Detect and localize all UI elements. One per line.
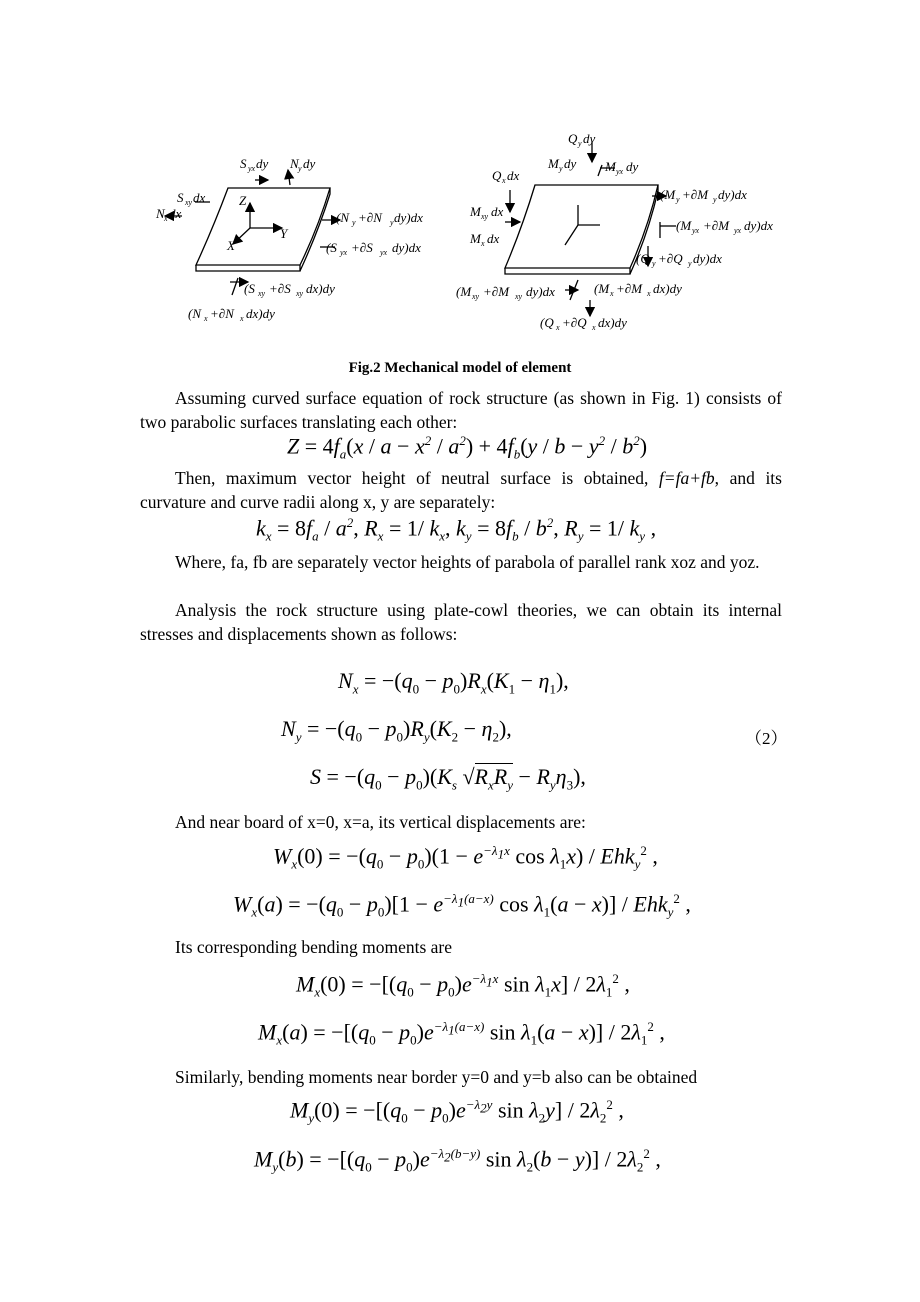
svg-text:yx: yx bbox=[692, 226, 700, 235]
svg-text:+∂M: +∂M bbox=[682, 187, 709, 202]
svg-text:yx: yx bbox=[340, 248, 348, 257]
svg-text:y: y bbox=[298, 164, 302, 173]
svg-text:+∂M: +∂M bbox=[703, 218, 730, 233]
svg-text:dx)dy: dx)dy bbox=[306, 281, 335, 296]
equation-mx0: $M_x(0) = -[(q_0 - p_0)e^{-\lambda_1x}$ $\sin \lambda_1x] / 2\lambda_1^2$ , bbox=[296, 971, 630, 1000]
svg-text:(N: (N bbox=[188, 306, 201, 321]
svg-text:M: M bbox=[548, 156, 559, 171]
svg-text:(M: (M bbox=[676, 218, 692, 233]
svg-text:X: X bbox=[227, 238, 235, 253]
svg-text:y: y bbox=[390, 218, 394, 227]
svg-text:+∂N: +∂N bbox=[210, 306, 234, 321]
svg-text:+∂N: +∂N bbox=[358, 210, 382, 225]
equation-my0: $M_y(0) = -[(q_0 - p_0)e^{-\lambda_2y}$ $\sin \lambda_2y] / 2\lambda_2^2$ , bbox=[290, 1097, 624, 1126]
paragraph-surface-equation: Assuming curved surface equation of rock structure (as shown in Fig. 1) consists of two parabolic surfaces translating each other: bbox=[140, 388, 782, 432]
svg-text:dy)dx: dy)dx bbox=[718, 187, 747, 202]
svg-text:yx: yx bbox=[380, 248, 388, 257]
svg-text:M: M bbox=[605, 159, 616, 174]
equation-wx0: $W_x(0) = -(q_0 - p_0)(1 - e^{-\lambda_1x}$ $\cos \lambda_1x) / Ehk_y^2$ , bbox=[273, 843, 658, 872]
svg-text:+∂M: +∂M bbox=[483, 284, 510, 299]
svg-text:y: y bbox=[559, 164, 563, 173]
svg-text:x: x bbox=[481, 239, 485, 248]
equation-curvature: $k_x = 8f_a / a^2$, $R_x = 1/$ $k_x$, $k_y = 8f_b / b^2$, $R_y = 1/$ $k_y$ , bbox=[256, 515, 657, 544]
svg-text:dx: dx bbox=[169, 206, 182, 221]
svg-text:M: M bbox=[470, 204, 481, 219]
svg-text:dx)dy: dx)dy bbox=[653, 281, 682, 296]
moment-shear-labels bbox=[456, 131, 773, 332]
svg-text:x: x bbox=[610, 289, 614, 298]
svg-text:y: y bbox=[578, 139, 582, 148]
svg-text:dy: dy bbox=[564, 156, 577, 171]
paragraph-near-board: And near board of x=0, x=a, its vertical displacements are: bbox=[175, 812, 586, 832]
svg-text:x: x bbox=[164, 214, 168, 223]
svg-text:dy: dy bbox=[303, 156, 316, 171]
svg-text:dx)dy: dx)dy bbox=[246, 306, 275, 321]
svg-text:xy: xy bbox=[185, 198, 193, 207]
svg-text:(Q: (Q bbox=[636, 251, 650, 266]
svg-text:(N: (N bbox=[336, 210, 349, 225]
svg-text:xy: xy bbox=[472, 292, 480, 301]
svg-text:+∂S: +∂S bbox=[269, 281, 291, 296]
svg-text:dy)dx: dy)dx bbox=[693, 251, 722, 266]
svg-text:dx)dy: dx)dy bbox=[598, 315, 627, 330]
svg-text:xy: xy bbox=[296, 289, 304, 298]
svg-text:(S: (S bbox=[326, 240, 337, 255]
svg-text:xy: xy bbox=[258, 289, 266, 298]
in-plane-force-diagram bbox=[165, 170, 340, 295]
svg-text:y: y bbox=[652, 259, 656, 268]
svg-text:+∂M: +∂M bbox=[616, 281, 643, 296]
equation-number: （2） bbox=[745, 729, 788, 748]
svg-text:y: y bbox=[352, 218, 356, 227]
equation-nx: $N_x = -(q_0 - p_0)R_x(K_1 - \eta_1)$, bbox=[338, 668, 569, 697]
paragraph-bending-moments: Its corresponding bending moments are bbox=[175, 937, 453, 957]
svg-text:(M: (M bbox=[594, 281, 610, 296]
figure-caption: Fig.2 Mechanical model of element bbox=[348, 360, 572, 376]
equation-myb: $M_y(b) = -[(q_0 - p_0)e^{-\lambda_2(b-y)}$ $\sin \lambda_2(b - y)] / 2\lambda_2^2$ , bbox=[254, 1146, 661, 1175]
svg-text:dy)dx: dy)dx bbox=[744, 218, 773, 233]
equation-s: $S = -(q_0 - p_0)(K_s$ $√R_xR_y - R_y\eta_3$), bbox=[310, 764, 586, 793]
svg-text:+∂S: +∂S bbox=[351, 240, 373, 255]
equation-mxa: $M_x(a) = -[(q_0 - p_0)e^{-\lambda_1(a-x)}$ $\sin \lambda_1(a - x)] / 2\lambda_1^2$ , bbox=[258, 1019, 665, 1048]
svg-text:x: x bbox=[592, 323, 596, 332]
paragraph-analysis: Analysis the rock structure using plate-cowl theories, we can obtain its internal stresses and displacements shown as follows: bbox=[140, 600, 782, 644]
svg-text:S: S bbox=[240, 156, 247, 171]
svg-text:xy: xy bbox=[481, 212, 489, 221]
element-model-figure bbox=[0, 0, 920, 345]
svg-text:dy)dx: dy)dx bbox=[392, 240, 421, 255]
svg-text:(Q: (Q bbox=[540, 315, 554, 330]
svg-text:dx: dx bbox=[491, 204, 504, 219]
svg-text:x: x bbox=[502, 176, 506, 185]
svg-text:Y: Y bbox=[280, 226, 288, 241]
svg-text:(M: (M bbox=[660, 187, 676, 202]
svg-text:+∂Q: +∂Q bbox=[658, 251, 683, 266]
svg-text:Q: Q bbox=[492, 168, 502, 183]
svg-text:Q: Q bbox=[568, 131, 578, 146]
svg-text:dy: dy bbox=[256, 156, 269, 171]
svg-text:y: y bbox=[713, 195, 717, 204]
svg-text:M: M bbox=[470, 231, 481, 246]
svg-text:x: x bbox=[647, 289, 651, 298]
equation-surface: $Z = 4f_a(x / a - x^2 / a^2) + 4f_b(y / b - y^2 / b^2)$ bbox=[287, 433, 648, 462]
paragraph-similarly: Similarly, bending moments near border y=0 and y=b also can be obtained bbox=[175, 1067, 698, 1087]
svg-text:y: y bbox=[676, 195, 680, 204]
svg-text:y: y bbox=[688, 259, 692, 268]
svg-text:dy)dx: dy)dx bbox=[526, 284, 555, 299]
svg-text:(M: (M bbox=[456, 284, 472, 299]
svg-text:xy: xy bbox=[515, 292, 523, 301]
svg-text:x: x bbox=[204, 314, 208, 323]
svg-text:dy: dy bbox=[583, 131, 596, 146]
svg-text:dx: dx bbox=[193, 190, 206, 205]
svg-text:S: S bbox=[177, 190, 184, 205]
svg-text:N: N bbox=[290, 156, 299, 171]
svg-text:yx: yx bbox=[616, 167, 624, 176]
svg-text:+∂Q: +∂Q bbox=[562, 315, 587, 330]
equation-ny: $N_y = -(q_0 - p_0)R_y(K_2 - \eta_2)$, bbox=[281, 716, 512, 745]
svg-text:yx: yx bbox=[734, 226, 742, 235]
svg-text:dx: dx bbox=[507, 168, 520, 183]
svg-text:dy: dy bbox=[626, 159, 639, 174]
paragraph-where: Where, fa, fb are separately vector heights of parabola of parallel rank xoz and yoz. bbox=[175, 552, 760, 572]
equation-wxa: $W_x(a) = -(q_0 - p_0)[1 - e^{-\lambda_1(a-x)}$ $\cos \lambda_1(a - x)] / Ehk_y^2$ , bbox=[233, 891, 691, 920]
svg-text:x: x bbox=[556, 323, 560, 332]
paragraph-vector-height: Then, maximum vector height of neutral surface is obtained, f=fa+fb, and its curvature and curve radii along x, y are separately: bbox=[140, 468, 782, 512]
svg-text:x: x bbox=[240, 314, 244, 323]
svg-text:Z: Z bbox=[239, 193, 247, 208]
svg-text:(S: (S bbox=[244, 281, 255, 296]
svg-text:yx: yx bbox=[248, 164, 256, 173]
svg-text:dx: dx bbox=[487, 231, 500, 246]
svg-text:N: N bbox=[156, 206, 165, 221]
svg-text:dy)dx: dy)dx bbox=[394, 210, 423, 225]
